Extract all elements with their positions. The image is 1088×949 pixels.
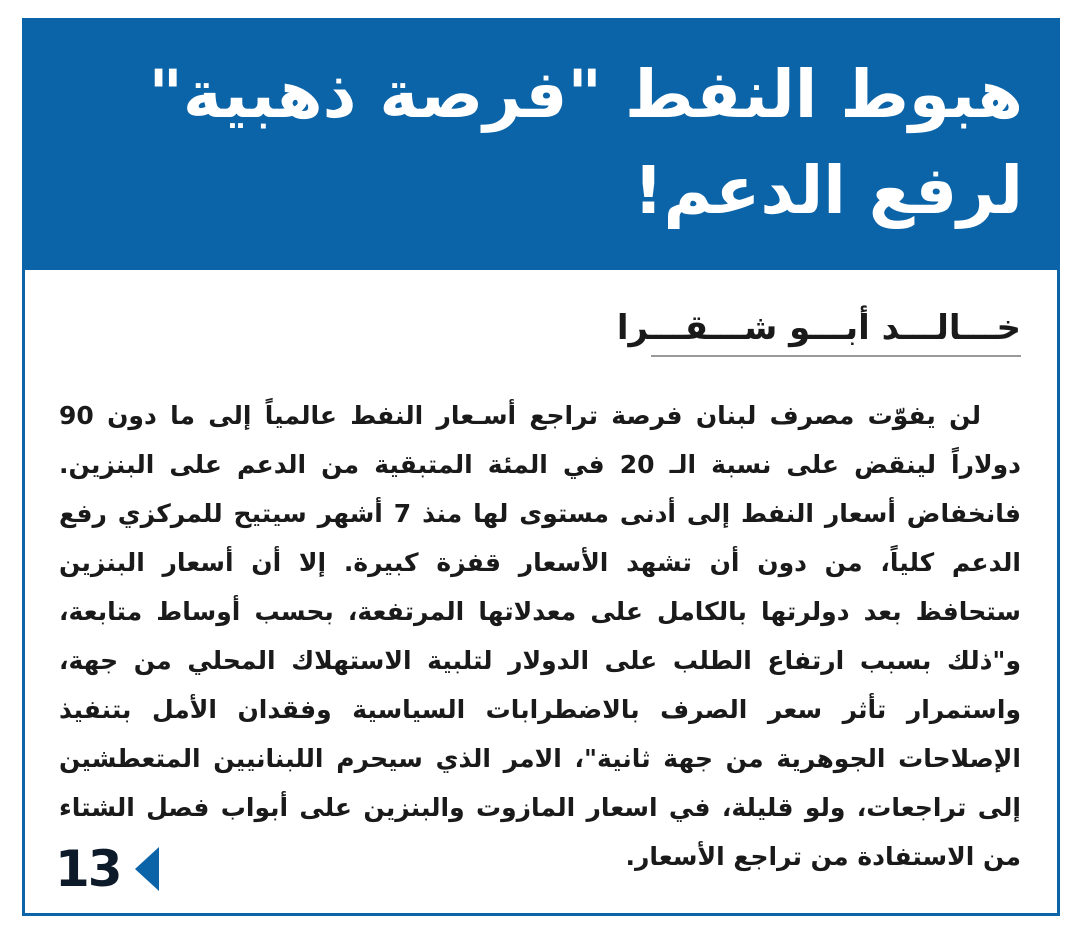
headline: هبوط النفط "فرصة ذهبية" لرفع الدعم! [148, 56, 1023, 229]
article-body [59, 391, 1021, 881]
page-number: 13 [55, 840, 121, 898]
triangle-left-icon [135, 847, 159, 891]
headline-banner [25, 21, 1057, 270]
body-paragraph: لن يفوّت مصرف لبنان فرصة تراجع أسـعار النفط عالمياً إلى ما دون 90 دولاراً لينقض على نسبة الـ 20 في المئة المتبقية من الدعم على البنزين. فانخفاض أسعار النفط إلى أدنى مستوى لها منذ 7 أشهر سيتيح للمركزي رفع الدعم كلياً، من دون أن تشهد الأسعار قفزة كبيرة. إلا أن أسعار البنزين ستحافظ بعد دولرتها بالكامل على معدلاتها المرتفعة، بحسب أوساط متابعة، و"ذلك بسبب ارتفاع الطلب على الدولار لتلبية الاستهلاك المحلي من جهة، واستمرار تأثر سعر الصرف بالاضطرابات السياسية وفقدان الأمل بتنفيذ الإصلاحات الجوهرية من جهة ثانية"، الامر الذي سيحرم اللبنانيين المتعطشين إلى تراجعات، ولو قليلة، في اسعار المازوت والبنزين على أبواب فصل الشتاء من الاستفادة من تراجع الأسعار. [59, 401, 1021, 871]
article-frame [22, 18, 1060, 916]
author-byline: خـــالـــد أبـــو شـــقـــرا [651, 303, 1021, 357]
page-marker [55, 839, 159, 899]
